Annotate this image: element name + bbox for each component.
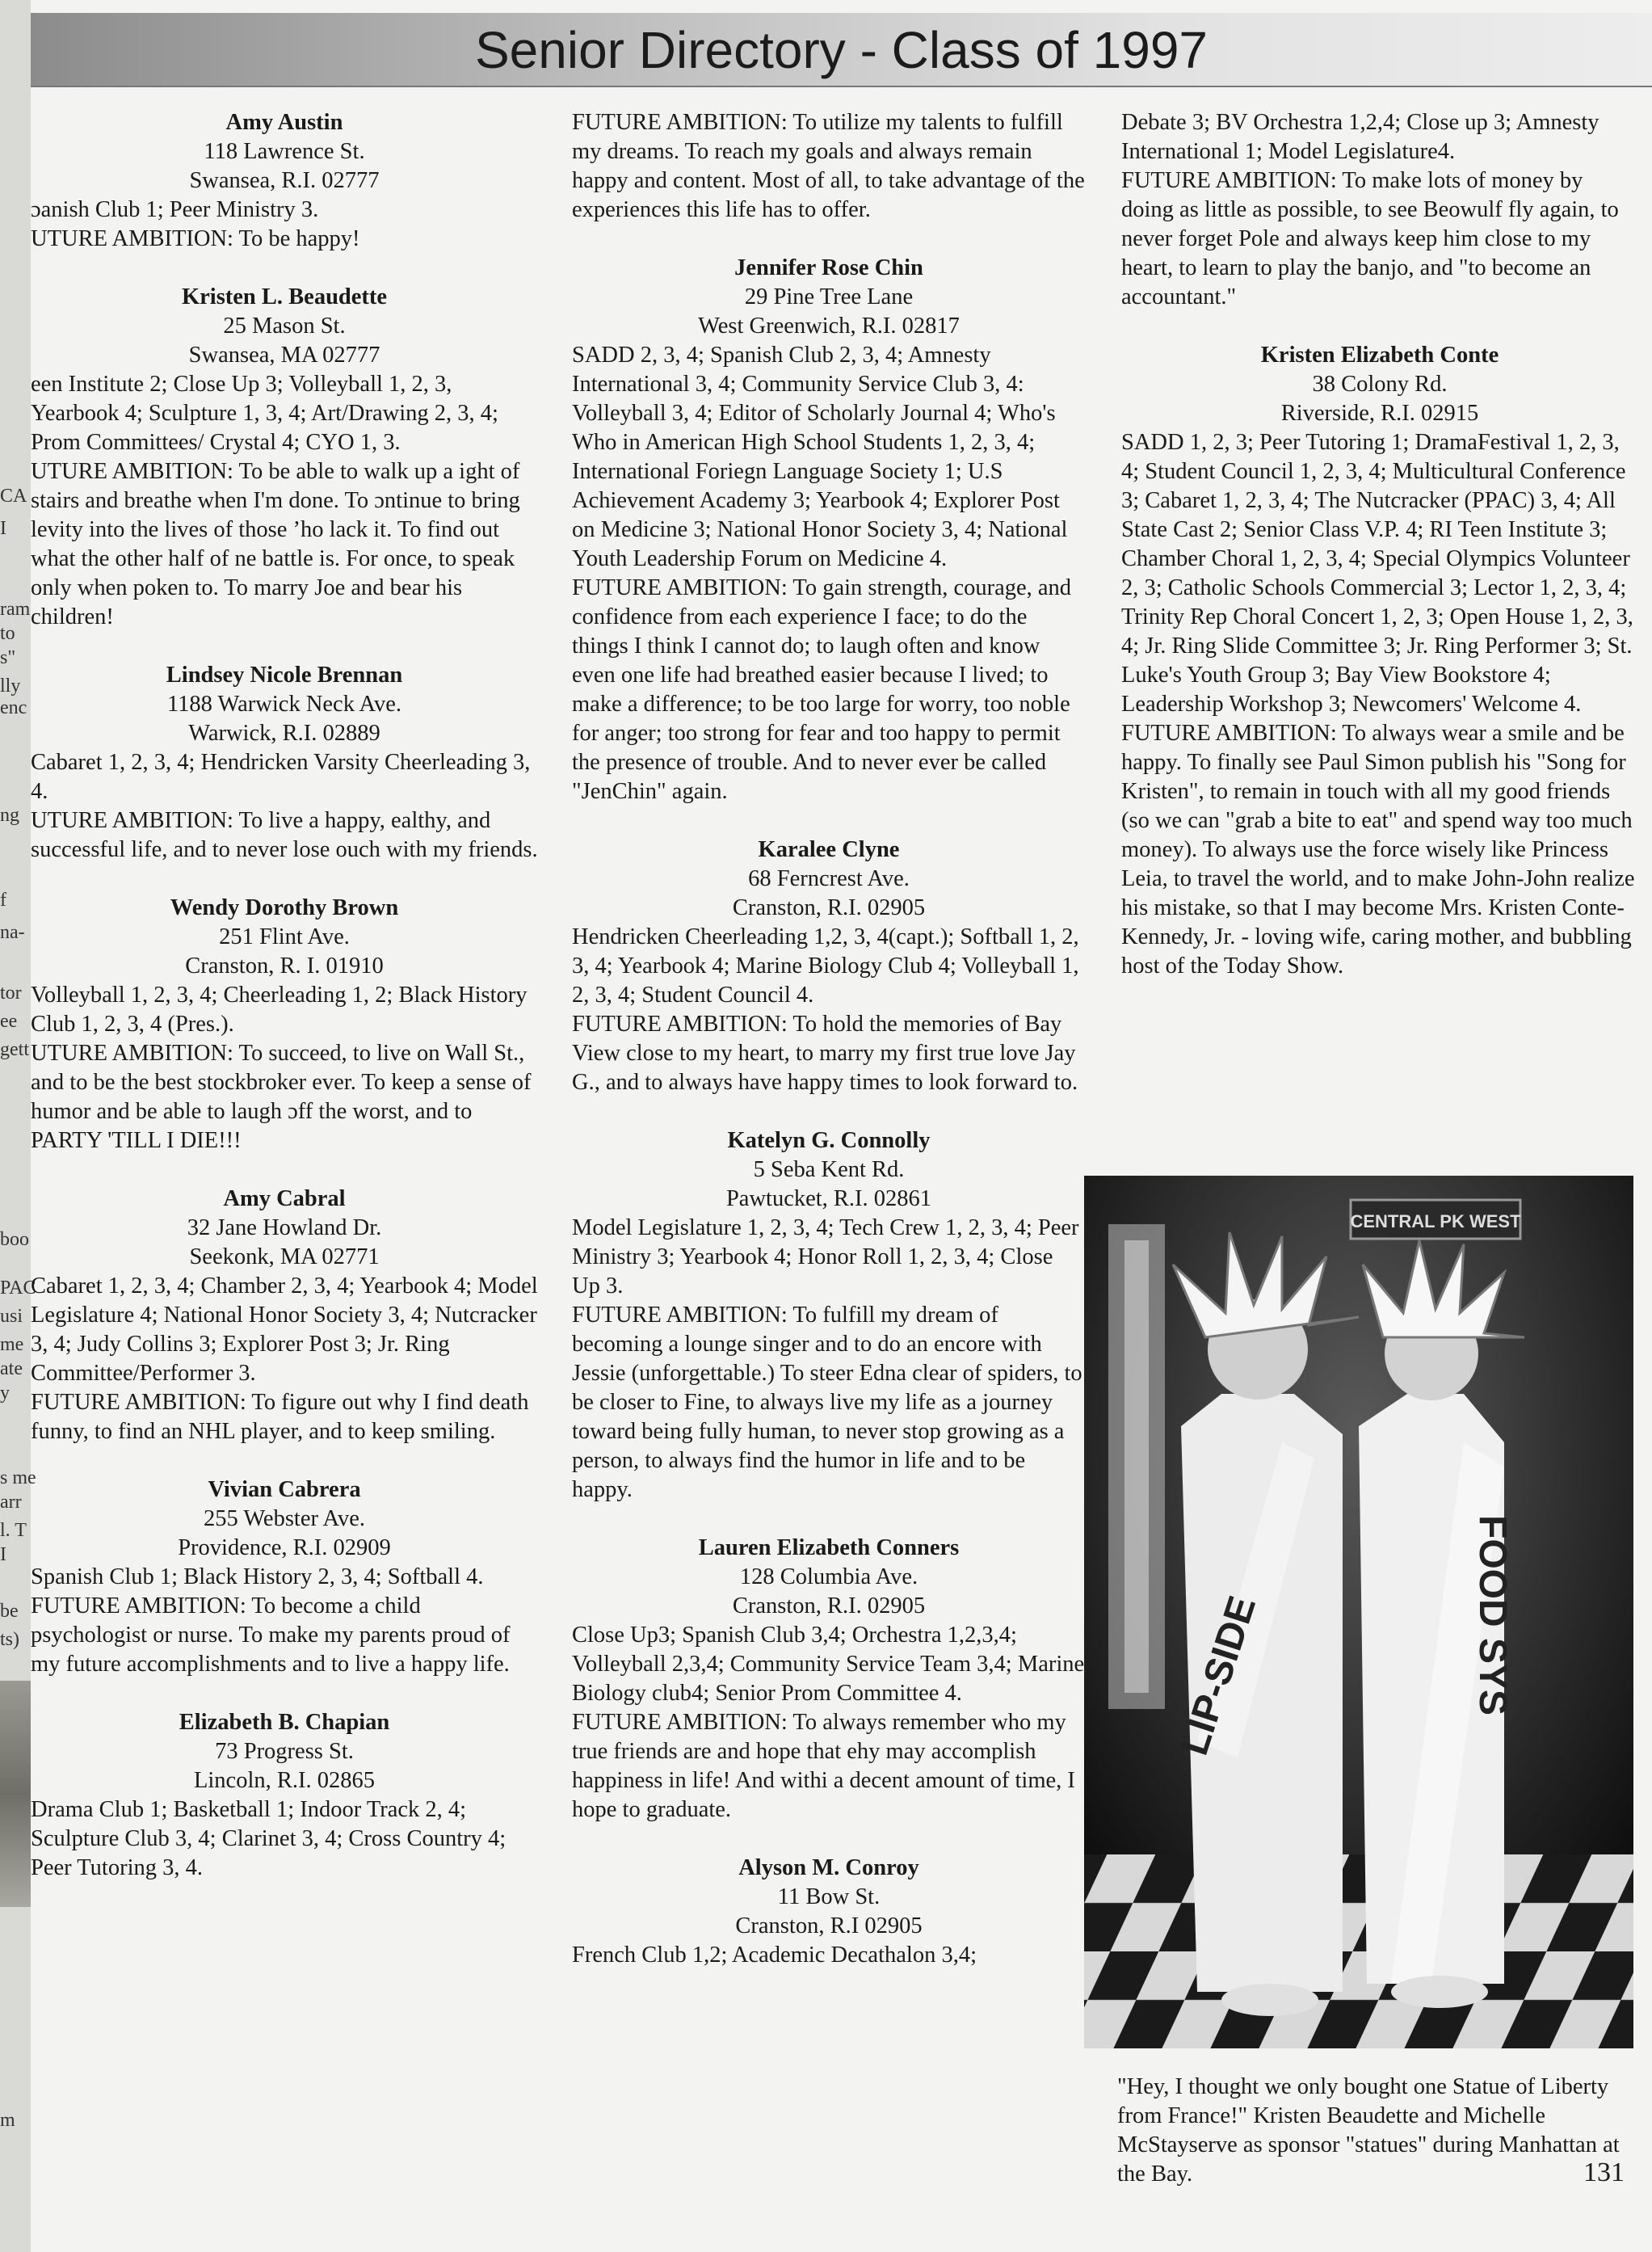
left-page-text-fragment: ee — [0, 1011, 18, 1032]
student-activities-text: UTURE AMBITION: To be happy! — [31, 226, 360, 251]
sash-text-right: FOOD SYS — [1471, 1515, 1514, 1716]
student-address-line: 251 Flint Ave. — [219, 924, 350, 949]
left-page-text-fragment: I — [0, 518, 6, 539]
student-address-line: Riverside, R.I. 02915 — [1280, 401, 1479, 426]
left-page-text-fragment: I — [0, 1544, 6, 1565]
directory-entry — [31, 1185, 538, 1446]
left-page-text-fragment: ate — [0, 1358, 23, 1379]
directory-entry — [572, 1534, 1086, 1825]
directory-entry — [31, 108, 538, 254]
directory-entry — [1121, 341, 1638, 981]
sash-text-left: LIP-SIDE — [1173, 1591, 1265, 1761]
student-activities-text: FUTURE AMBITION: To become a child psychologist or nurse. To make my parents proud of my future accomplishments and to live a happy life. — [31, 1593, 511, 1677]
student-name: Wendy Dorothy Brown — [170, 895, 399, 920]
left-page-text-fragment: me — [0, 1334, 24, 1355]
student-activities-text: SADD 1, 2, 3; Peer Tutoring 1; DramaFestival 1, 2, 3, 4; Student Council 1, 2, 3, 4; Multicultural Conference 3; Cabaret 1, 2, 3, 4; The Nutcracker (PPAC) 3, 4; All State Cast 2; Senior Class V.P. 4; RI Teen Institute 3; Chamber Choral 1, 2, 3, 4; Special Olympics Volunteer 2, 3; Catholic Schools Commercial 3; Lector 1, 2, 3, 4; Trinity Rep Choral Concert 1, 2, 3; Open House 1, 2, 3, 4; Jr. Ring Slide Committee 3; Jr. Ring Performer 3; St. Luke's Youth Group 3; Bay View Bookstore 4; Leadership Workshop 3; Newcomers' Welcome 4. — [1121, 430, 1633, 717]
directory-entry — [31, 661, 538, 865]
student-address-line: 5 Seba Kent Rd. — [753, 1157, 905, 1182]
left-page-text-fragment: boo — [0, 1229, 29, 1250]
student-address-line: Pawtucket, R.I. 02861 — [725, 1186, 932, 1211]
left-page-text-fragment: na- — [0, 922, 25, 943]
student-activities-text: een Institute 2; Close Up 3; Volleyball 1, 2, 3, Yearbook 4; Sculpture 1, 3, 4; Art/Drawing 2, 3, 4; Prom Committees/ Crystal 4; CYO 1, 3. — [31, 372, 498, 455]
directory-column-3 — [1121, 108, 1638, 1010]
left-page-text-fragment: ts) — [0, 1629, 19, 1650]
left-page-text-fragment: lly — [0, 676, 21, 697]
left-page-text-fragment: usi — [0, 1306, 23, 1327]
directory-entry — [572, 836, 1086, 1097]
student-address-line: Providence, R.I. 02909 — [178, 1535, 391, 1560]
left-page-text-fragment: ng — [0, 805, 19, 826]
student-activities-text: Spanish Club 1; Black History 2, 3, 4; Softball 4. — [31, 1564, 484, 1589]
student-activities-text: Cabaret 1, 2, 3, 4; Chamber 2, 3, 4; Yearbook 4; Model Legislature 4; National Honor Society 3, 4; Nutcracker 3, 4; Judy Collins 3; Explorer Post 3; Jr. Ring Committee/Performer 3. — [31, 1273, 538, 1386]
directory-entry — [31, 1475, 538, 1679]
left-page-text-fragment: tor — [0, 983, 22, 1004]
student-address-line: Seekonk, MA 02771 — [189, 1244, 380, 1269]
student-activities-text: Model Legislature 1, 2, 3, 4; Tech Crew 1, 2, 3, 4; Peer Ministry 3; Yearbook 4; Honor Roll 1, 2, 3, 4; Close Up 3. — [572, 1215, 1079, 1299]
student-address-line: Lincoln, R.I. 02865 — [193, 1768, 376, 1793]
student-activities-text: SADD 2, 3, 4; Spanish Club 2, 3, 4; Amnesty International 3, 4; Community Service Club 3, 4: Volleyball 3, 4; Editor of Scholarly Journal 4; Who's Who in American High School Students 1, 2, 3, 4; International Foriegn Language Society 1; U.S Achievement Academy 3; Yearbook 4; Explorer Post on Medicine 3; National Honor Society 3, 4; National Youth Leadership Forum on Medicine 4. — [572, 343, 1068, 571]
student-activities-text: FUTURE AMBITION: To make lots of money by doing as little as possible, to see Beowulf fly again, to never forget Pole and always keep him close to my heart, to learn to play the banjo, and "to become an accountant." — [1121, 168, 1619, 309]
student-address-line: Swansea, MA 02777 — [188, 343, 380, 368]
student-name: Jennifer Rose Chin — [734, 255, 923, 280]
left-page-photo-fragment — [0, 1681, 31, 1907]
left-page-text-fragment: PAC — [0, 1278, 36, 1299]
student-activities-text: ɔanish Club 1; Peer Ministry 3. — [31, 197, 319, 222]
left-page-text-fragment: s" — [0, 647, 16, 668]
student-address-line: Warwick, R.I. 02889 — [188, 721, 380, 746]
student-address-line: 118 Lawrence St. — [204, 139, 365, 164]
student-activities-text: Volleyball 1, 2, 3, 4; Cheerleading 1, 2; Black History Club 1, 2, 3, 4 (Pres.). — [31, 983, 528, 1037]
student-name: Amy Austin — [225, 110, 343, 135]
student-address-line: 32 Jane Howland Dr. — [187, 1215, 382, 1240]
directory-entry — [572, 1126, 1086, 1505]
student-address-line: 73 Progress St. — [215, 1739, 354, 1764]
student-activities-text: FUTURE AMBITION: To always remember who my true friends are and hope that ehy may accomplish happiness in life! And withi a decent amount of time, I hope to graduate. — [572, 1710, 1075, 1822]
student-activities-text: Debate 3; BV Orchestra 1,2,4; Close up 3; Amnesty International 1; Model Legislature4. — [1121, 110, 1599, 164]
student-activities-text: FUTURE AMBITION: To figure out why I find death funny, to find an NHL player, and to keep smiling. — [31, 1390, 529, 1444]
student-name: Elizabeth B. Chapian — [179, 1710, 390, 1735]
student-address-line: Cranston, R.I. 02905 — [732, 1593, 926, 1618]
student-activities-text: UTURE AMBITION: To be able to walk up a ight of stairs and breathe when I'm done. To ɔntinue to bring levity into the lives of those ʼho lack it. To find out what the other half of ne battle is. For once, to speak only when poken to. To marry Joe and bear his children! — [31, 459, 520, 629]
student-name: Alyson M. Conroy — [738, 1855, 919, 1880]
student-address-line: 25 Mason St. — [223, 314, 346, 339]
left-page-text-fragment: s me — [0, 1467, 36, 1488]
left-page-text-fragment: arr — [0, 1492, 22, 1513]
directory-entry — [1121, 108, 1638, 312]
photo-caption: "Hey, I thought we only bought one Statue of Liberty from France!" Kristen Beaudette and Michelle McStayserve as sponsor "statues" during Manhattan at the Bay. — [1117, 2074, 1620, 2187]
student-activities-text: FUTURE AMBITION: To fulfill my dream of becoming a lounge singer and to do an encore with Jessie (unforgettable.) To steer Edna clear of spiders, to be closer to Fine, to always live my life as a journey toward being fully human, to never stop growing as a person, to always find the humor in life and to be happy. — [572, 1303, 1082, 1502]
student-address-line: West Greenwich, R.I. 02817 — [698, 314, 960, 339]
photo-sign: CENTRAL PK WEST — [1350, 1211, 1521, 1231]
left-page-margin-strip — [0, 0, 36, 2252]
student-activities-text: FUTURE AMBITION: To utilize my talents to fulfill my dreams. To reach my goals and always remain happy and content. Most of all, to take advantage of the experiences this life has to offer. — [572, 110, 1085, 222]
student-activities-text: UTURE AMBITION: To succeed, to live on Wall St., and to be the best stockbroker ever. To keep a sense of humor and be able to laugh ɔff the worst, and to PARTY 'TILL I DIE!!! — [31, 1041, 532, 1153]
left-page-text-fragment: m — [0, 2110, 15, 2131]
statue-of-liberty-photo — [1084, 1176, 1633, 2048]
student-activities-text: Cabaret 1, 2, 3, 4; Hendricken Varsity Cheerleading 3, 4. — [31, 750, 531, 804]
left-page-text-fragment: to — [0, 623, 15, 644]
student-address-line: 255 Webster Ave. — [203, 1506, 366, 1531]
student-address-line: Swansea, R.I. 02777 — [189, 168, 380, 193]
student-activities-text: FUTURE AMBITION: To hold the memories of Bay View close to my heart, to marry my first true love Jay G., and to always have happy times to look forward to. — [572, 1012, 1078, 1095]
directory-entry — [572, 108, 1086, 225]
left-page-text-fragment: y — [0, 1383, 10, 1404]
page-title: Senior Directory - Class of 1997 — [474, 21, 1209, 79]
student-address-line: Cranston, R.I. 02905 — [732, 895, 926, 920]
student-activities-text: French Club 1,2; Academic Decathalon 3,4; — [572, 1943, 977, 1968]
student-address-line: Cranston, R. I. 01910 — [185, 953, 384, 979]
student-activities-text: Close Up3; Spanish Club 3,4; Orchestra 1,2,3,4; Volleyball 2,3,4; Community Service Team 3,4; Marine Biology club4; Senior Prom Committee 4. — [572, 1623, 1085, 1706]
student-address-line: 128 Columbia Ave. — [739, 1564, 918, 1589]
student-address-line: 68 Ferncrest Ave. — [748, 866, 910, 891]
student-address-line: Cranston, R.I 02905 — [735, 1913, 923, 1938]
student-activities-text: Hendricken Cheerleading 1,2, 3, 4(capt.); Softball 1, 2, 3, 4; Yearbook 4; Marine Biology Club 4; Volleyball 1, 2, 3, 4; Student Council 4. — [572, 924, 1079, 1008]
student-address-line: 11 Bow St. — [777, 1884, 881, 1909]
student-name: Lauren Elizabeth Conners — [698, 1535, 960, 1560]
left-page-text-fragment: l. T — [0, 1520, 27, 1541]
directory-entry — [31, 894, 538, 1155]
left-page-text-fragment: gett — [0, 1039, 29, 1060]
student-name: Kristen L. Beaudette — [181, 284, 388, 309]
student-activities-text: FUTURE AMBITION: To always wear a smile and be happy. To finally see Paul Simon publish his "Song for Kristen", to remain in touch with all my good friends (so we can "grab a bite to eat" and spend way too much money). To always use the force wisely like Princess Leia, to travel the world, and to make John-John realize his mistake, so that I may become Mrs. Kristen Conte-Kennedy, Jr. - loving wife, caring mother, and bubbling host of the Today Show. — [1121, 721, 1635, 979]
left-page-text-fragment: CA — [0, 486, 27, 507]
left-page-text-fragment: enc — [0, 697, 27, 718]
student-address-line: 1188 Warwick Neck Ave. — [166, 692, 401, 717]
directory-entry — [31, 1708, 538, 1883]
page-number: 131 — [1583, 2157, 1625, 2187]
student-address-line: 38 Colony Rd. — [1312, 372, 1448, 397]
directory-entry — [31, 283, 538, 632]
left-page-text-fragment: be — [0, 1601, 19, 1622]
directory-entry — [572, 1854, 1086, 1970]
student-name: Karalee Clyne — [758, 837, 900, 862]
student-activities-text: Drama Club 1; Basketball 1; Indoor Track 2, 4; Sculpture Club 3, 4; Clarinet 3, 4; Cross Country 4; Peer Tutoring 3, 4. — [31, 1797, 507, 1880]
directory-entry — [572, 254, 1086, 806]
page-header — [31, 13, 1652, 87]
directory-column-2 — [572, 108, 1086, 1999]
left-page-text-fragment: ram — [0, 599, 31, 620]
student-activities-text: UTURE AMBITION: To live a happy, ealthy, and successful life, and to never lose ouch with my friends. — [31, 808, 538, 862]
student-name: Lindsey Nicole Brennan — [166, 663, 403, 688]
left-page-text-fragment: f — [0, 890, 6, 911]
student-name: Katelyn G. Connolly — [727, 1128, 931, 1153]
student-name: Vivian Cabrera — [208, 1477, 361, 1502]
directory-column-1 — [31, 108, 538, 1912]
student-name: Amy Cabral — [223, 1186, 346, 1211]
student-address-line: 29 Pine Tree Lane — [744, 284, 914, 309]
student-activities-text: FUTURE AMBITION: To gain strength, courage, and confidence from each experience I face; to do the things I think I cannot do; to laugh often and know even one life had breathed easier because I lived; to make a difference; to be too large for worry, too noble for anger; too strong for fear and too happy to permit the presence of trouble. And to never ever be called "JenChin" again. — [572, 575, 1072, 804]
student-name: Kristen Elizabeth Conte — [1260, 343, 1499, 368]
